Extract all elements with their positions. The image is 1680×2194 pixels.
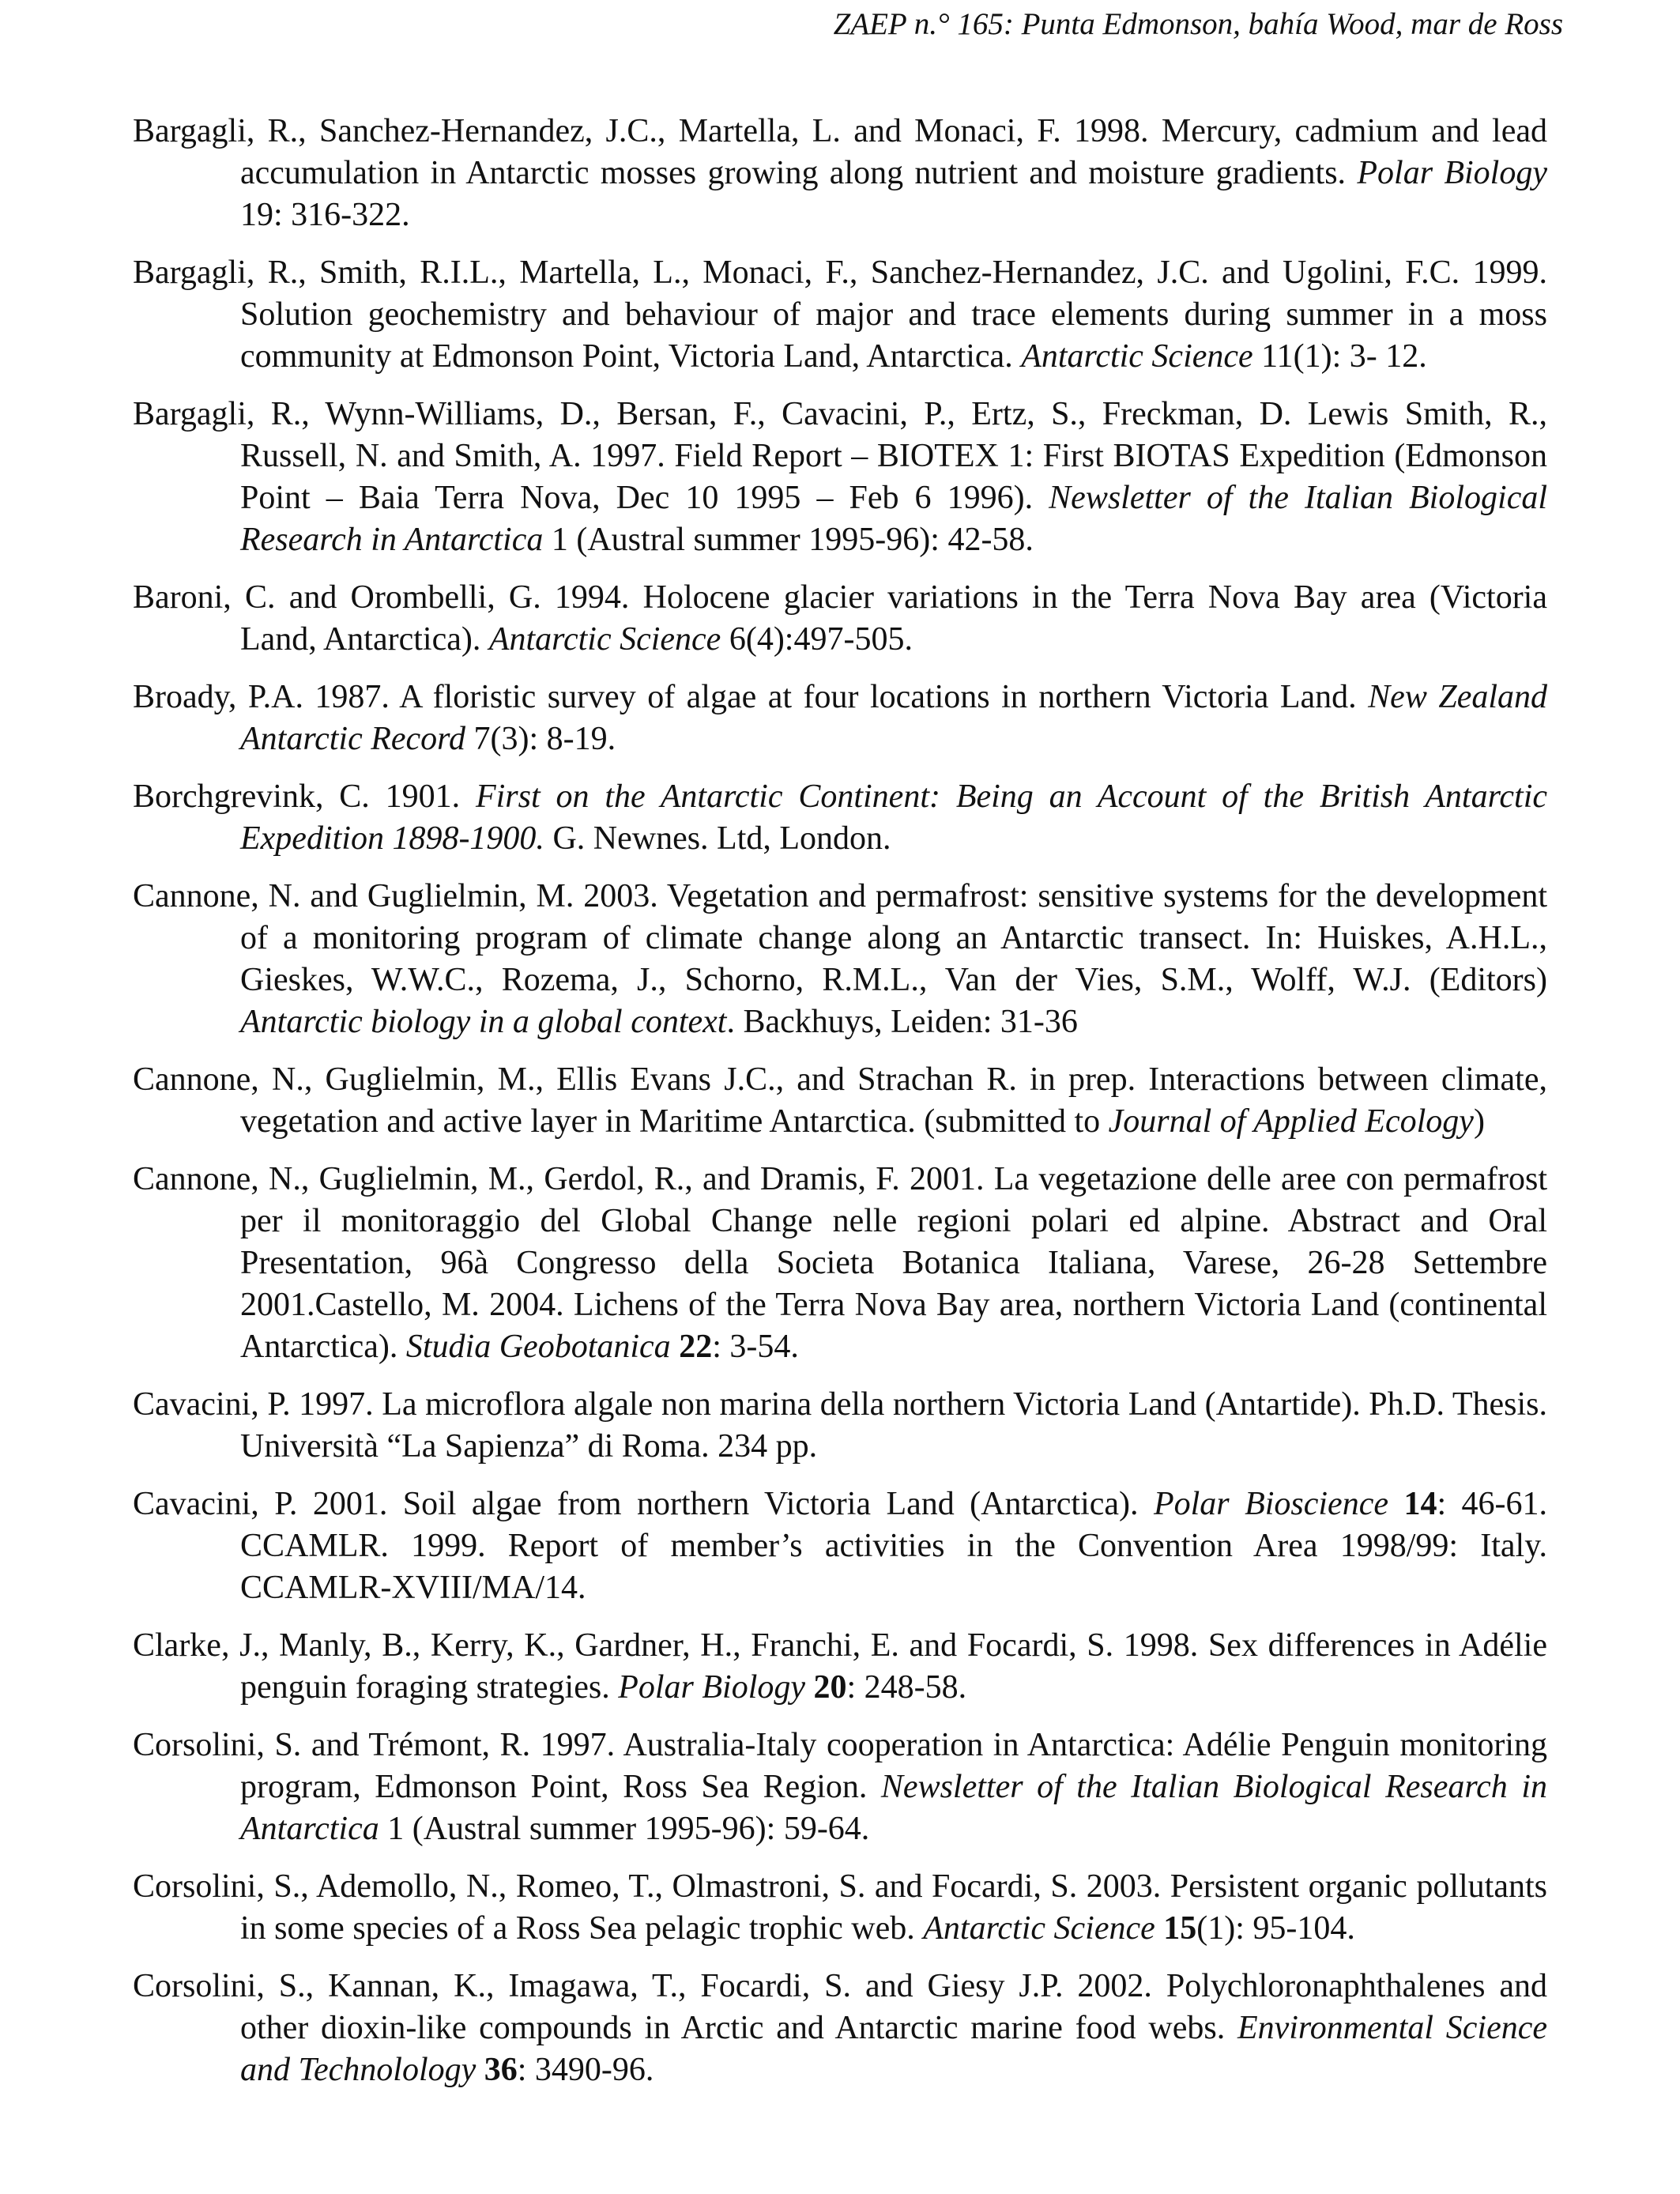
- reference-text: Broady, P.A. 1987. A floristic survey of algae at four locations in northern Victoria Land.: [133, 679, 1369, 715]
- reference-text: Cavacini, P. 1997. La microflora algale non marina della northern Victoria Land (Antartide). Ph.D. Thesis. Università “La Sapienza” di Roma. 234 pp.: [133, 1386, 1547, 1465]
- reference-text: : 248-58.: [846, 1669, 967, 1706]
- reference-text: [671, 1329, 680, 1365]
- reference-volume-bold: 14: [1403, 1486, 1437, 1522]
- reference-entry: [133, 111, 1547, 236]
- reference-title-italic: Newsletter of the Italian Biological Research in Antarctica: [240, 1769, 1547, 1847]
- reference-title-italic: Antarctic Science: [488, 621, 721, 658]
- reference-entry: [133, 876, 1547, 1043]
- reference-text: Corsolini, S., Kannan, K., Imagawa, T., Focardi, S. and Giesy J.P. 2002. Polychloronaphthalenes and other dioxin-like compounds in Arctic and Antarctic marine food webs.: [133, 1968, 1547, 2046]
- reference-text: Corsolini, S. and Trémont, R. 1997. Australia-Italy cooperation in Antarctica: Adélie Penguin monitoring program, Edmonson Point, Ross Sea Region.: [133, 1727, 1547, 1805]
- reference-text: Clarke, J., Manly, B., Kerry, K., Gardner, H., Franchi, E. and Focardi, S. 1998. Sex differences in Adélie penguin foraging strategies.: [133, 1627, 1547, 1706]
- reference-title-italic: Antarctic Science: [1021, 338, 1253, 375]
- reference-text: Borchgrevink, C. 1901.: [133, 778, 476, 815]
- reference-entry: [133, 252, 1547, 378]
- reference-text: Cannone, N., Guglielmin, M., Ellis Evans J.C., and Strachan R. in prep. Interactions between climate, vegetation and active layer in Maritime Antarctica. (submitted to: [133, 1061, 1547, 1140]
- reference-text: 19: 316-322.: [240, 197, 410, 233]
- reference-text: [476, 2052, 484, 2088]
- reference-entry: [133, 1384, 1547, 1468]
- reference-text: ): [1473, 1103, 1485, 1140]
- reference-volume-bold: 22: [679, 1329, 713, 1365]
- reference-text: 1 (Austral summer 1995-96): 42-58.: [543, 522, 1034, 558]
- reference-entry: [133, 1966, 1547, 2091]
- reference-text: [805, 1669, 814, 1706]
- reference-text: Bargagli, R., Smith, R.I.L., Martella, L., Monaci, F., Sanchez-Hernandez, J.C. and Ugolini, F.C. 1999. Solution geochemistry and behaviour of major and trace elements during summer in a moss community at Edmonson Point, Victoria Land, Antarctica.: [133, 254, 1547, 375]
- reference-entry: [133, 1866, 1547, 1950]
- reference-text: : 46-61. CCAMLR. 1999. Report of member’s activities in the Convention Area 1998/99: Italy. CCAMLR-XVIII/MA/14.: [240, 1486, 1548, 1606]
- reference-title-italic: Polar Biology: [618, 1669, 806, 1706]
- reference-text: Cannone, N. and Guglielmin, M. 2003. Vegetation and permafrost: sensitive systems for the development of a monitoring program of climate change along an Antarctic transect. In: Huiskes, A.H.L., Gieskes, W.W.C., Rozema, J., Schorno, R.M.L., Van der Vies, S.M., Wolff, W.J. (Editors): [133, 878, 1547, 998]
- reference-text: 1 (Austral summer 1995-96): 59-64.: [379, 1811, 870, 1847]
- reference-text: 11(1): 3- 12.: [1252, 338, 1427, 375]
- reference-title-italic: Antarctic biology in a global context: [240, 1004, 727, 1040]
- reference-entry: [133, 1059, 1547, 1143]
- reference-text: Cannone, N., Guglielmin, M., Gerdol, R., and Dramis, F. 2001. La vegetazione delle aree con permafrost per il monitoraggio del Global Change nelle regioni polari ed alpine. Abstract and Oral Presentation, 96à Congresso della Societa Botanica Italiana, Varese, 26-28 Settembre 2001.Castello, M. 2004. Lichens of the Terra Nova Bay area, northern Victoria Land (continental Antarctica).: [133, 1161, 1547, 1365]
- reference-text: 7(3): 8-19.: [465, 721, 616, 757]
- reference-title-italic: Journal of Applied Ecology: [1108, 1103, 1474, 1140]
- reference-text: Bargagli, R., Sanchez-Hernandez, J.C., Martella, L. and Monaci, F. 1998. Mercury, cadmium and lead accumulation in Antarctic mosses growing along nutrient and moisture gradients.: [133, 113, 1547, 191]
- reference-text: [1388, 1486, 1403, 1522]
- reference-entry: [133, 394, 1547, 561]
- reference-volume-bold: 36: [484, 2052, 518, 2088]
- reference-title-italic: Newsletter of the Italian Biological Research in Antarctica: [240, 480, 1547, 558]
- reference-text: . Backhuys, Leiden: 31-36: [726, 1004, 1078, 1040]
- reference-entry: [133, 1159, 1547, 1368]
- reference-volume-bold: 15: [1163, 1910, 1197, 1947]
- reference-list: [133, 111, 1547, 2107]
- reference-title-italic: Polar Biology: [1357, 155, 1547, 191]
- reference-entry: [133, 1625, 1547, 1709]
- reference-text: Corsolini, S., Ademollo, N., Romeo, T., Olmastroni, S. and Focardi, S. 2003. Persistent organic pollutants in some species of a Ross Sea pelagic trophic web.: [133, 1868, 1547, 1947]
- reference-title-italic: Polar Bioscience: [1153, 1486, 1388, 1522]
- reference-entry: [133, 1483, 1547, 1609]
- reference-text: : 3490-96.: [517, 2052, 654, 2088]
- reference-title-italic: Studia Geobotanica: [405, 1329, 671, 1365]
- reference-entry: [133, 1725, 1547, 1850]
- reference-text: [1155, 1910, 1164, 1947]
- reference-text: G. Newnes. Ltd, London.: [544, 820, 891, 857]
- reference-text: 6(4):497-505.: [721, 621, 913, 658]
- reference-entry: [133, 577, 1547, 661]
- reference-title-italic: New Zealand Antarctic Record: [240, 679, 1547, 757]
- reference-text: (1): 95-104.: [1196, 1910, 1355, 1947]
- reference-text: Baroni, C. and Orombelli, G. 1994. Holocene glacier variations in the Terra Nova Bay area (Victoria Land, Antarctica).: [133, 579, 1547, 658]
- reference-volume-bold: 20: [813, 1669, 847, 1706]
- reference-title-italic: Environmental Science and Technolology: [240, 2010, 1547, 2088]
- reference-entry: [133, 776, 1547, 860]
- running-header: ZAEP n.° 165: Punta Edmonson, bahía Wood, mar de Ross: [833, 7, 1563, 41]
- reference-text: : 3-54.: [712, 1329, 799, 1365]
- reference-title-italic: Antarctic Science: [923, 1910, 1155, 1947]
- reference-entry: [133, 677, 1547, 760]
- reference-title-italic: First on the Antarctic Continent: Being an Account of the British Antarctic Expedition 1898-1900.: [240, 778, 1547, 857]
- reference-text: Bargagli, R., Wynn-Williams, D., Bersan, F., Cavacini, P., Ertz, S., Freckman, D. Lewis Smith, R., Russell, N. and Smith, A. 1997. Field Report – BIOTEX 1: First BIOTAS Expedition (Edmonson Point – Baia Terra Nova, Dec 10 1995 – Feb 6 1996).: [133, 396, 1547, 516]
- reference-text: Cavacini, P. 2001. Soil algae from northern Victoria Land (Antarctica).: [133, 1486, 1154, 1522]
